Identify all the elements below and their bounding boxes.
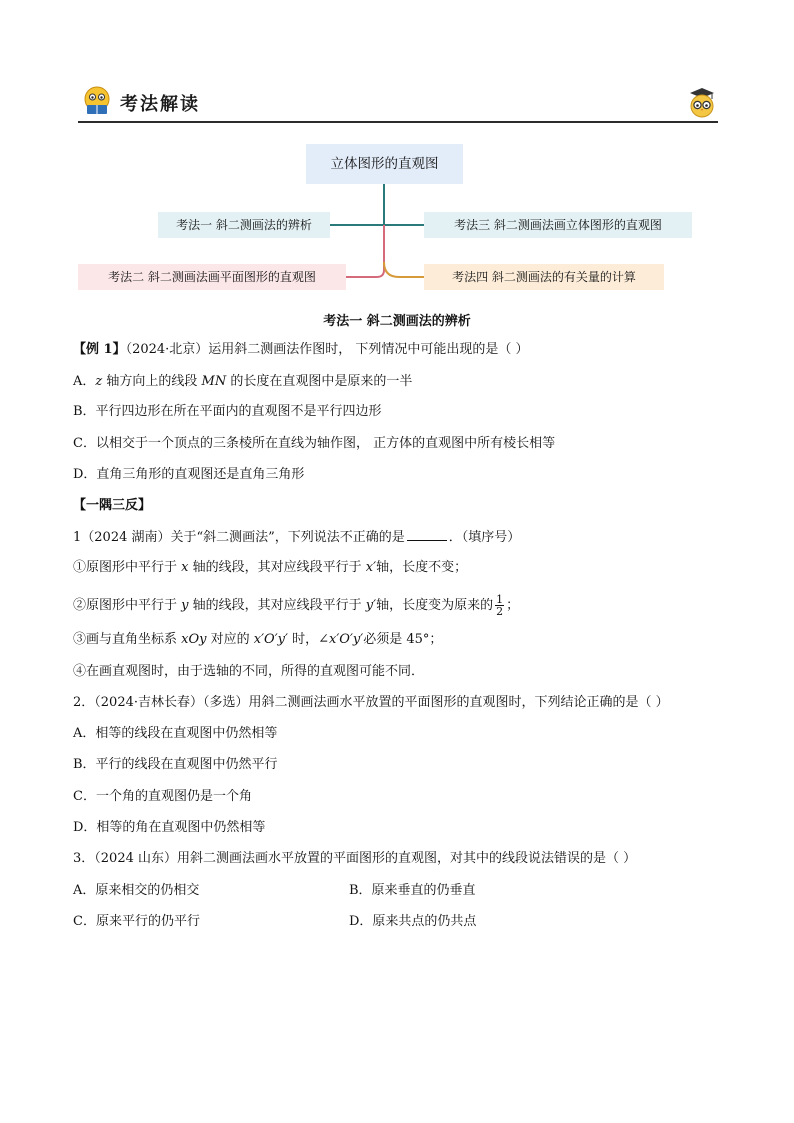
- stmt-text: 轴，长度变为原来的: [376, 598, 494, 613]
- q2-option-a: A．相等的线段在直观图中仍然相等: [73, 726, 278, 741]
- stmt-text: 必须是 45°；: [363, 632, 443, 647]
- example-source: （2024·北京）: [125, 342, 209, 357]
- mindmap-root: 立体图形的直观图: [306, 144, 463, 184]
- stmt-text: 对应的: [210, 632, 250, 647]
- q1-stem: [73, 528, 520, 547]
- q3-option-c: C．原来平行的仍平行: [73, 914, 200, 929]
- mindmap-branch-method4: 考法四 斜二测画法的有关量的计算: [424, 264, 664, 290]
- option-text: 轴方向上的线段: [102, 374, 202, 389]
- section-title: 考法一 斜二测画法的辨析: [323, 314, 471, 329]
- stmt-text: 时，: [292, 632, 319, 647]
- var-y: y: [177, 598, 193, 613]
- stmt-text: ③画与直角坐标系: [73, 632, 178, 647]
- option-text: 的长度在直观图中是原来的一半: [226, 374, 413, 389]
- section-header-title: 考法解读: [120, 94, 200, 115]
- stmt-text: 轴，长度不变；: [376, 560, 468, 575]
- fraction-one-half: [495, 594, 504, 617]
- q1-stem-text: 1（2024 湖南）关于“斜二测画法”，下列说法不正确的是: [73, 530, 405, 545]
- var-xoy: xOy: [177, 632, 211, 647]
- example-question: 运用斜二测画法作图时， 下列情况中可能出现的是（ ）: [208, 342, 529, 357]
- q3-option-b: B．原来垂直的仍垂直: [349, 883, 476, 898]
- q2-option-d: D．相等的角在直观图中仍然相等: [73, 820, 266, 835]
- example-stem: [73, 341, 529, 359]
- q3-stem: 3．（2024 山东）用斜二测画法画水平放置的平面图形的直观图，对其中的线段说法错误的是（ ）: [73, 851, 637, 866]
- q1-stem-text: ．（填序号）: [448, 530, 521, 545]
- example-tag: 【例 1】: [73, 342, 126, 357]
- var-x-prime: x′: [361, 560, 377, 575]
- var-z: z: [95, 374, 103, 389]
- example-option-a: [73, 373, 412, 391]
- stmt-text: ②原图形中平行于: [73, 598, 178, 613]
- q2-option-c: C．一个角的直观图仍是一个角: [73, 789, 252, 804]
- var-x: x: [177, 560, 193, 575]
- q1-statement-4: ④在画直观图时，由于选轴的不同，所得的直观图可能不同．: [73, 664, 425, 679]
- q2-option-b: B．平行的线段在直观图中仍然平行: [73, 757, 278, 772]
- stmt-text: 轴的线段，其对应线段平行于: [192, 560, 362, 575]
- stmt-text: ；: [506, 598, 520, 613]
- answer-blank: [407, 528, 447, 541]
- mindmap-link-branch4: [384, 262, 424, 277]
- var-y-prime: y′: [361, 598, 377, 613]
- var-xoy-prime: x′O′y′: [249, 632, 293, 647]
- q3-option-d: D．原来共点的仍共点: [349, 914, 477, 929]
- mindmap-branch-method2: 考法二 斜二测画法画平面图形的直观图: [78, 264, 346, 290]
- q3-option-a: A．原来相交的仍相交: [73, 883, 200, 898]
- stmt-text: 轴的线段，其对应线段平行于: [192, 598, 362, 613]
- fraction-denominator: 2: [496, 605, 504, 618]
- q1-statement-1: [73, 559, 467, 577]
- var-mn: MN: [201, 374, 227, 389]
- mindmap-branch-method3: 考法三 斜二测画法画立体图形的直观图: [424, 212, 692, 238]
- q1-statement-2: [73, 594, 519, 617]
- angle-symbol: ∠x′O′y′: [318, 632, 364, 647]
- q1-statement-3: [73, 631, 442, 649]
- q2-stem: 2．（2024·吉林长春）（多选）用斜二测画法画水平放置的平面图形的直观图时，下列结论正确的是（ ）: [73, 695, 669, 710]
- option-letter: A．: [73, 374, 96, 389]
- example-option-b: B．平行四边形在所在平面内的直观图不是平行四边形: [73, 404, 382, 419]
- variants-label: 【一隅三反】: [73, 498, 152, 513]
- example-option-d: D．直角三角形的直观图还是直角三角形: [73, 467, 305, 482]
- fraction-numerator: 1: [496, 593, 504, 606]
- mindmap-link-branch3: [346, 225, 384, 277]
- stmt-text: ①原图形中平行于: [73, 560, 178, 575]
- mindmap-branch-method1: 考法一 斜二测画法的辨析: [158, 212, 330, 238]
- example-option-c: C．以相交于一个顶点的三条棱所在直线为轴作图， 正方体的直观图中所有棱长相等: [73, 436, 556, 451]
